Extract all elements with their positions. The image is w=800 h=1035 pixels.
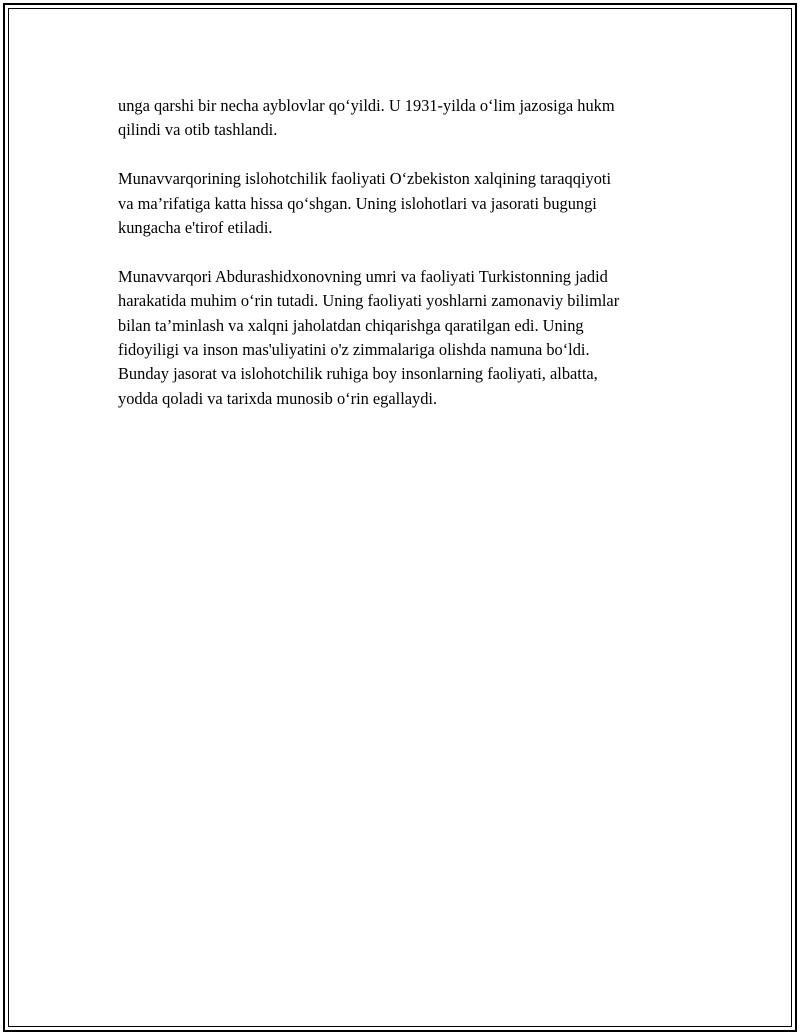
text-line: unga qarshi bir necha ayblovlar qo‘yildi. U 1931-yilda o‘lim jazosiga hukm	[118, 96, 615, 115]
paragraph-1	[118, 94, 698, 143]
text-line: fidoyiligi va inson mas'uliyatini o'z zimmalariga olishda namuna bo‘ldi.	[118, 340, 590, 360]
text-line: yodda qoladi va tarixda munosib o‘rin egallaydi.	[118, 388, 438, 408]
paragraph-3	[118, 265, 698, 411]
text-line: Munavvarqori Abdurashidxonovning umri va faoliyati Turkistonning jadid	[118, 266, 608, 286]
text-line: Bunday jasorat va islohotchilik ruhiga boy insonlarning faoliyati, albatta,	[118, 364, 598, 384]
text-line: harakatida muhim o‘rin tutadi. Uning faoliyati yoshlarni zamonaviy bilimlar	[118, 291, 620, 311]
text-line: va ma’rifatiga katta hissa qo‘shgan. Uning islohotlari va jasorati bugungi	[118, 193, 597, 213]
paragraph-2	[118, 167, 698, 240]
text-line: kungacha e'tirof etiladi.	[118, 218, 273, 238]
text-line: bilan ta’minlash va xalqni jaholatdan chiqarishga qaratilgan edi. Uning	[118, 315, 584, 335]
document-body	[118, 94, 698, 436]
text-line: Munavvarqorining islohotchilik faoliyati O‘zbekiston xalqining taraqqiyoti	[118, 169, 611, 189]
text-line: qilindi va otib tashlandi.	[118, 120, 278, 140]
